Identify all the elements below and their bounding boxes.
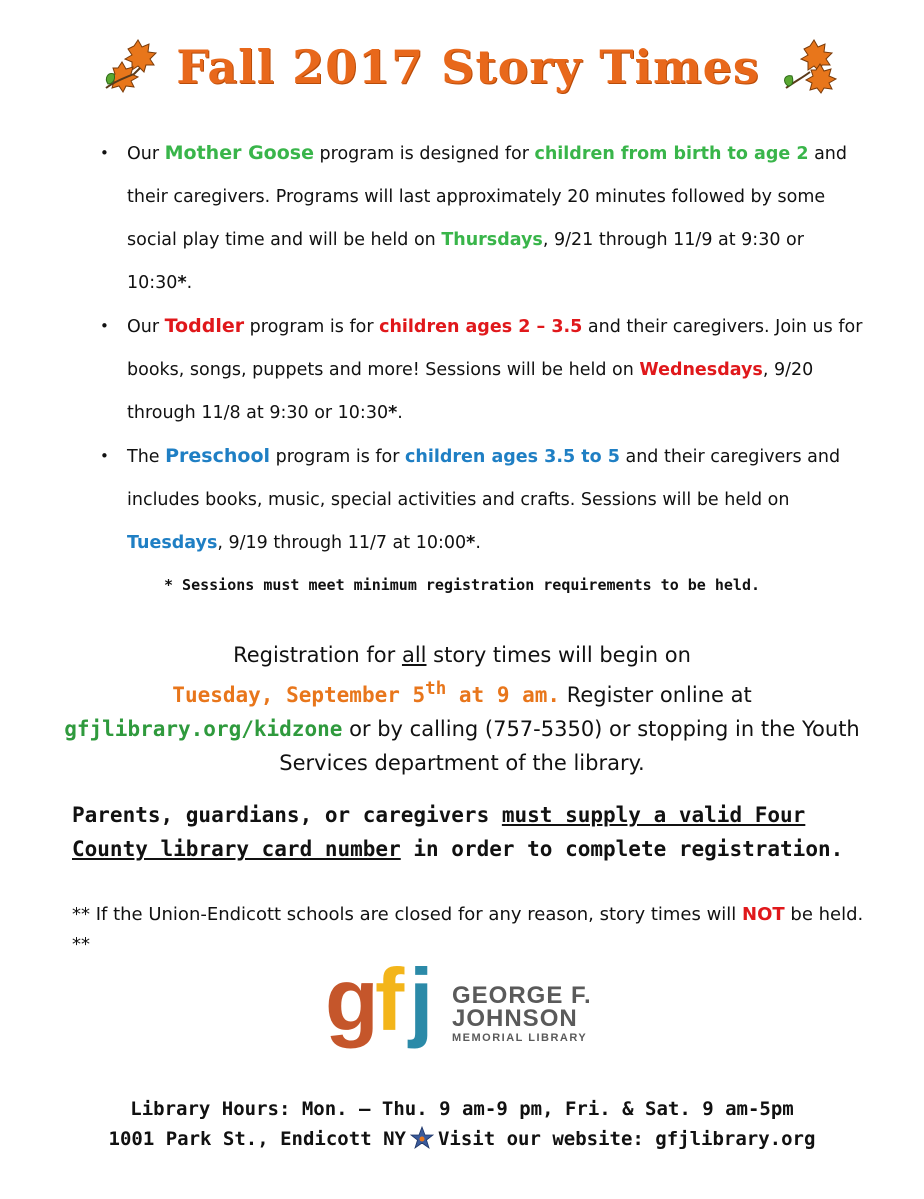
text: and their caregivers. Join us for books, songs, puppets and more! Sessions will be held on (127, 317, 863, 380)
text: ** If the Union-Endicott schools are closed for any reason, story times will (72, 904, 743, 925)
text: be held. ** (72, 904, 864, 955)
logo-line1: GEORGE F. (452, 982, 592, 1009)
text: , 9/20 through 11/8 at 9:30 or 10:30 (127, 360, 814, 423)
address-line (0, 1124, 924, 1154)
logo-g: g (325, 960, 379, 1049)
program-name: Mother Goose (164, 142, 314, 164)
program-name: Preschool (165, 445, 271, 467)
asterisk: * (388, 403, 398, 423)
text: in order to complete registration. (400, 837, 844, 861)
logo-wordmark (452, 982, 592, 1045)
text: Register online at (560, 683, 752, 707)
sessions-note: * Sessions must meet minimum registration requirements to be held. (163, 576, 761, 594)
star-icon (410, 1126, 434, 1150)
card-requirement-notice (72, 798, 872, 866)
text: program is for (244, 317, 380, 337)
date-suffix: th (425, 679, 447, 699)
footer (0, 1094, 924, 1154)
text: and their caregivers and includes books, music, special activities and crafts. Sessions will be held on (127, 447, 841, 510)
program-ages: children ages 3.5 to 5 (405, 447, 620, 467)
program-name: Toddler (164, 315, 245, 337)
library-hours: Library Hours: Mon. – Thu. 9 am-9 pm, Fri. & Sat. 9 am-5pm (130, 1098, 794, 1120)
text: The (127, 447, 166, 467)
program-ages: children ages 2 – 3.5 (379, 317, 583, 337)
text: , 9/21 through 11/9 at 9:30 or 10:30 (127, 230, 804, 293)
time-text: at 9 am. (446, 683, 561, 707)
text: Registration for (233, 643, 402, 667)
program-item-mother-goose (100, 132, 870, 305)
program-item-preschool (100, 435, 870, 565)
address: 1001 Park St., Endicott NY (108, 1128, 406, 1150)
text: Our (127, 144, 165, 164)
kidzone-link[interactable]: gfjlibrary.org/kidzone (64, 717, 343, 741)
text: . (397, 403, 403, 423)
website-link[interactable]: Visit our website: gfjlibrary.org (437, 1128, 816, 1150)
not-emphasis: NOT (742, 904, 785, 925)
closure-notice (72, 900, 872, 960)
text: program is for (270, 447, 406, 467)
text: story times will begin on (426, 643, 691, 667)
logo-f: f (375, 960, 405, 1049)
logo-line2: JOHNSON (452, 1005, 578, 1032)
program-day: Tuesdays (127, 533, 218, 553)
logo-j: j (409, 960, 434, 1049)
text: and their caregivers. Programs will last approximately 20 minutes followed by some social play time and will be held on (127, 144, 847, 250)
text: or by calling (757-5350) or stopping in the Youth Services department of the library. (279, 717, 860, 775)
autumn-leaves-right-icon (780, 38, 844, 94)
text: program is designed for (313, 144, 535, 164)
registration-info (62, 638, 862, 780)
emphasis-all: all (401, 643, 427, 667)
requirement-emphasis: must supply a valid Four County library card number (72, 803, 806, 861)
logo-line3: MEMORIAL LIBRARY (452, 1032, 588, 1044)
text: Parents, guardians, or caregivers (72, 803, 502, 827)
asterisk: * (177, 273, 187, 293)
date-text: Tuesday, September 5 (172, 683, 426, 707)
registration-date (172, 679, 561, 707)
program-item-toddler (100, 305, 870, 435)
page-title: Fall 2017 Story Times (176, 40, 760, 94)
text: Our (127, 317, 165, 337)
program-day: Wednesdays (639, 360, 763, 380)
text: . (475, 533, 481, 553)
asterisk: * (466, 533, 476, 553)
text: , 9/19 through 11/7 at 10:00 (217, 533, 467, 553)
program-list (100, 132, 870, 565)
program-day: Thursdays (441, 230, 543, 250)
text: . (186, 273, 193, 293)
program-ages: children from birth to age 2 (534, 144, 809, 164)
